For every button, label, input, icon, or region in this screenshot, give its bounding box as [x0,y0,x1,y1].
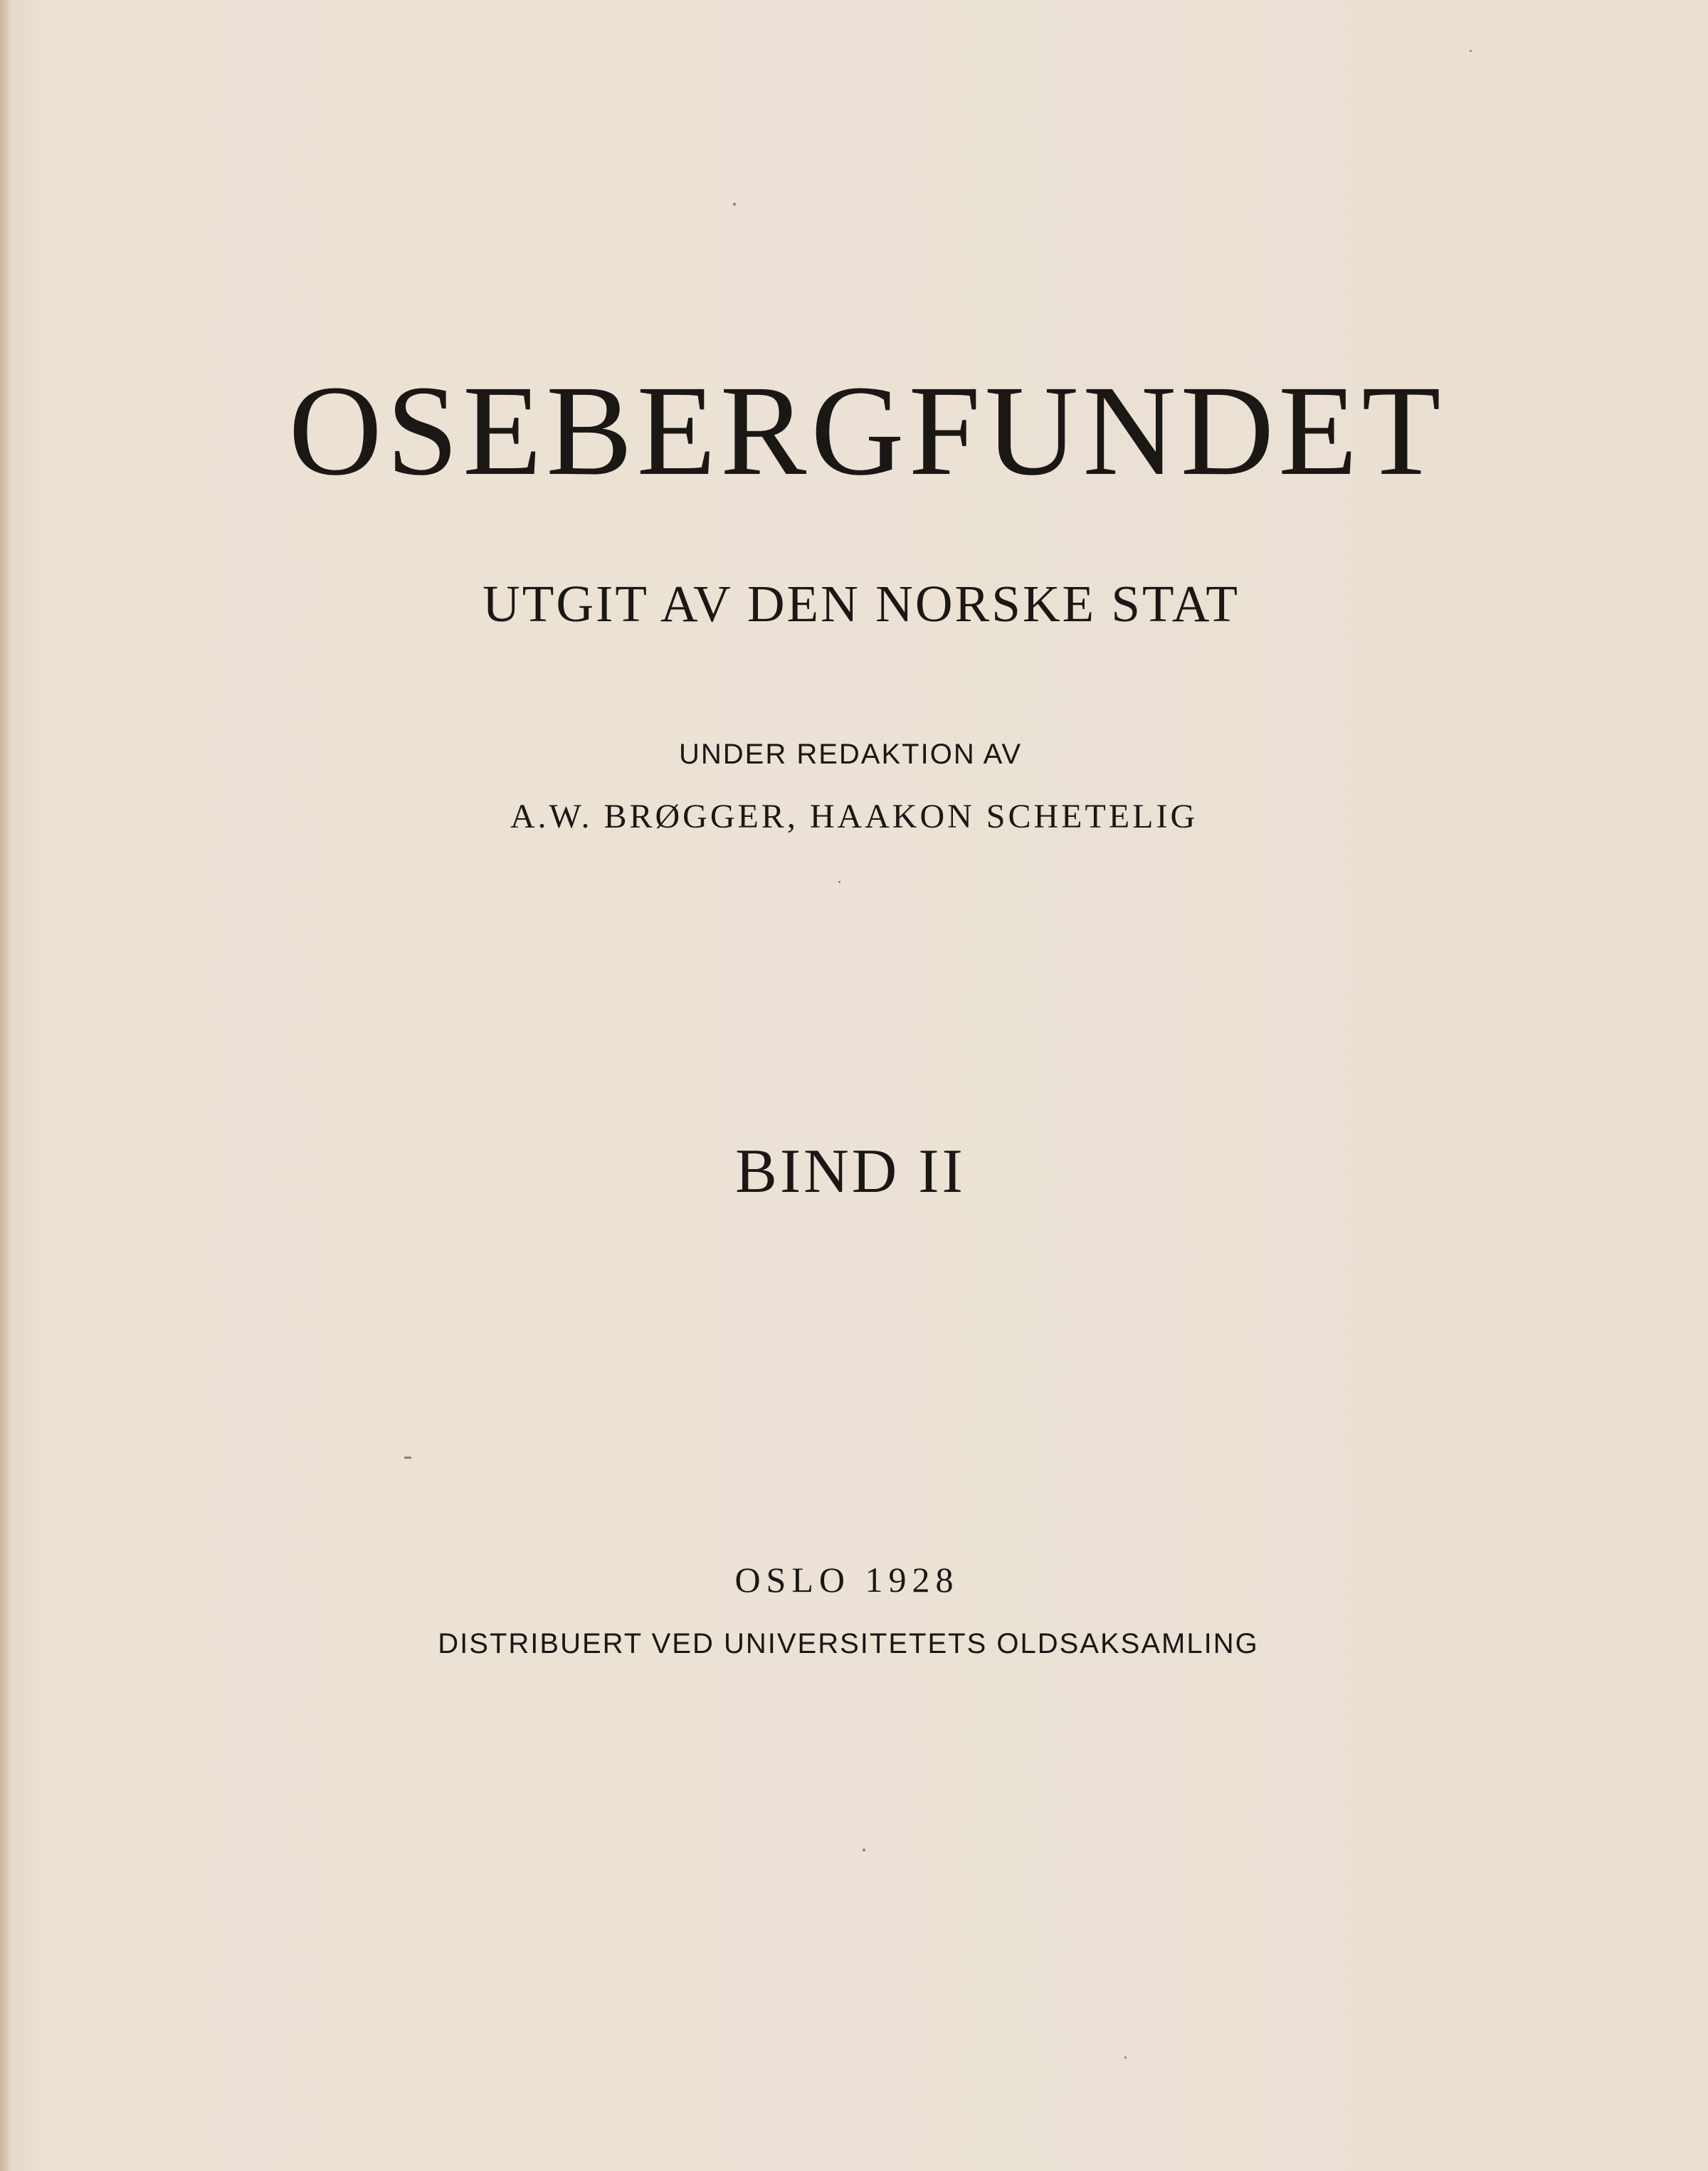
volume-label: BIND II [735,1137,966,1206]
book-subtitle: UTGIT AV DEN NORSKE STAT [483,575,1240,633]
place-year: OSLO 1928 [734,1560,959,1600]
page-edge-shadow [0,0,10,2171]
redaktion-label: UNDER REDAKTION AV [679,739,1022,770]
editors: A.W. BRØGGER, HAAKON SCHETELIG [510,798,1198,835]
book-title: OSEBERGFUNDET [288,359,1445,502]
paper-speck [733,203,736,206]
paper-speck [838,881,840,883]
paper-speck [1470,50,1472,52]
paper-speck [863,1849,865,1852]
paper-speck [1124,2056,1127,2059]
paper-speck [404,1457,411,1459]
distributor: DISTRIBUERT VED UNIVERSITETETS OLDSAKSAMLING [438,1628,1259,1659]
